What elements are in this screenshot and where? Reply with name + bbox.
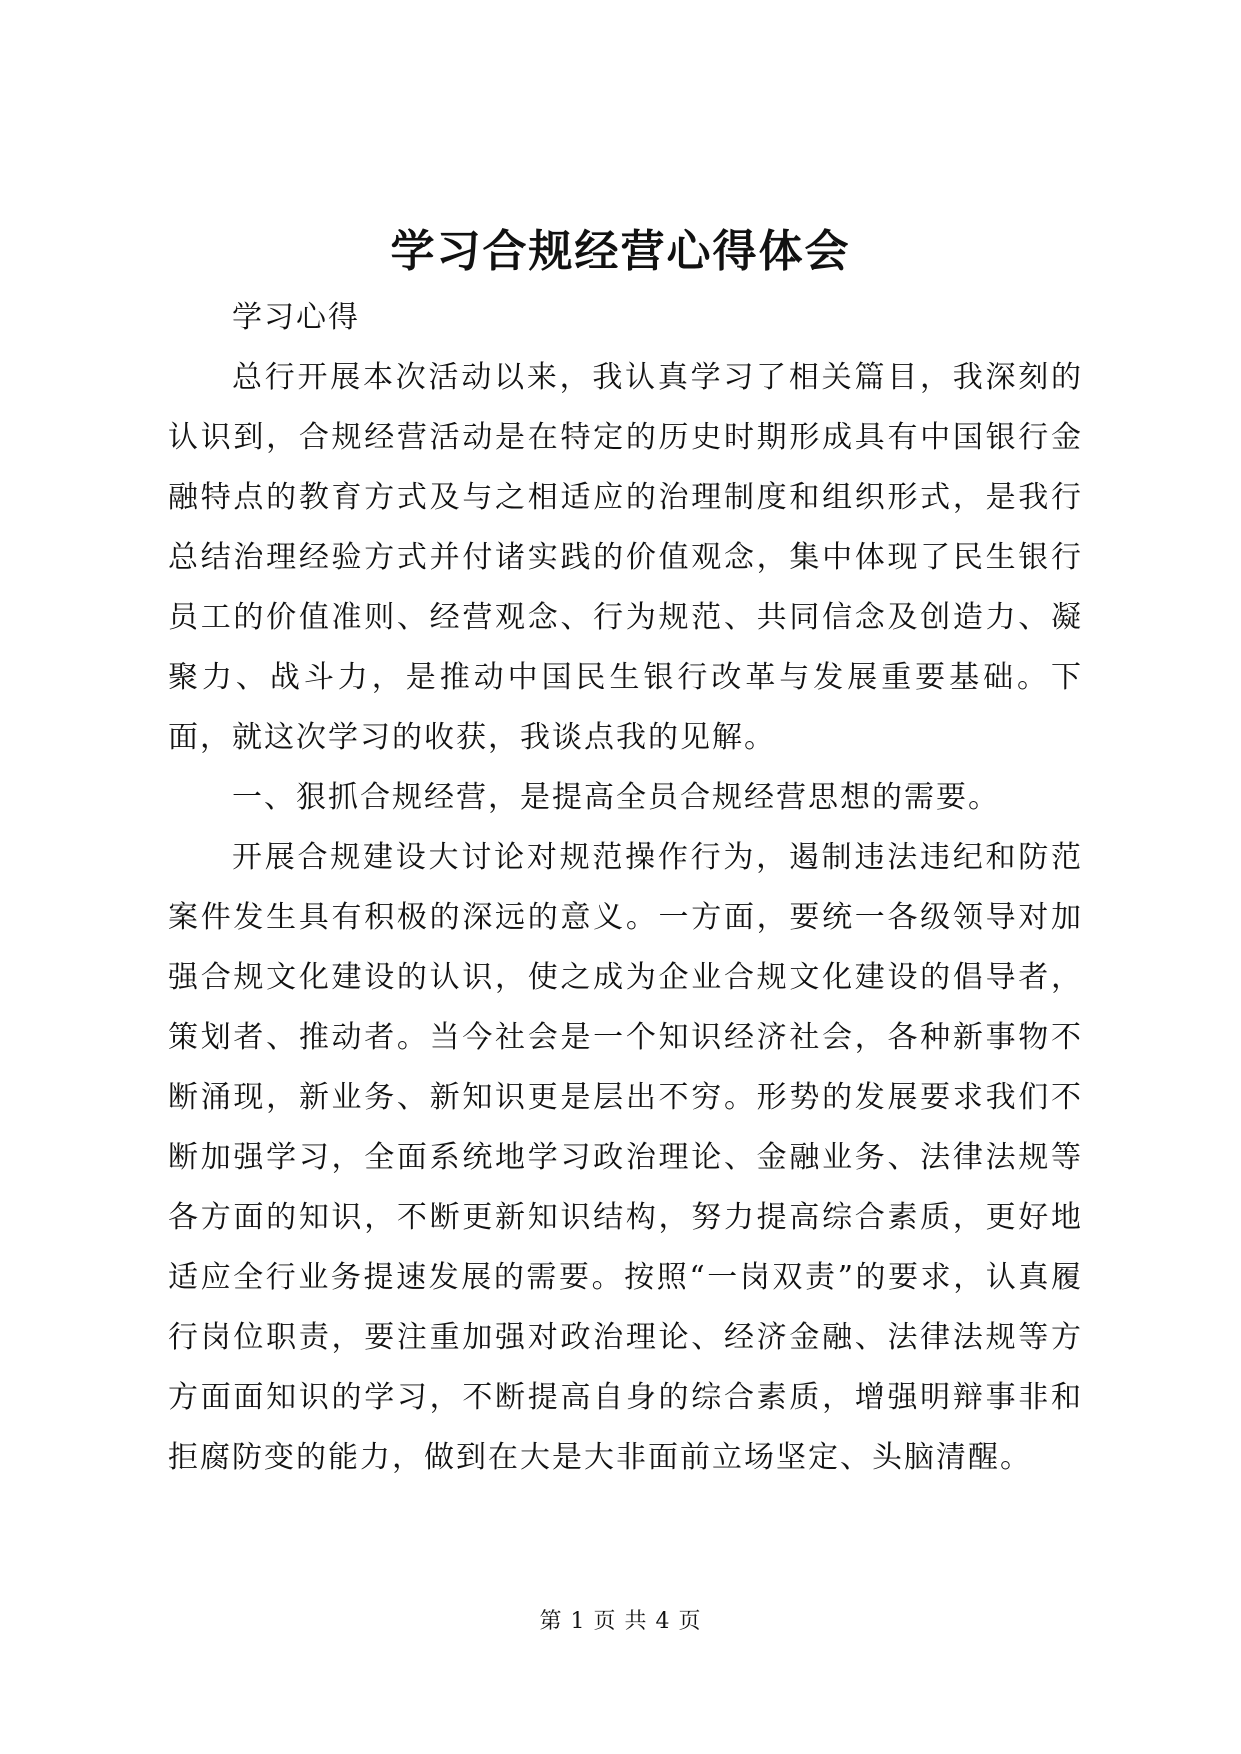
document-body [168,288,1083,1488]
paragraph-section-one-heading: 一、狠抓合规经营，是提高全员合规经营思想的需要。 [232,780,1000,815]
paragraph-intro: 总行开展本次活动以来，我认真学习了相关篇目，我深刻的认识到，合规经营活动是在特定的历史时期形成具有中国银行金融特点的教育方式及与之相适应的治理制度和组织形式，是我行总结治理经验方式并付诸实践的价值观念，集中体现了民生银行员工的价值准则、经营观念、行为规范、共同信念及创造力、凝聚力、战斗力，是推动中国民生银行改革与发展重要基础。下面，就这次学习的收获，我谈点我的见解。 [168,360,1083,755]
paragraph-heading-study-notes: 学习心得 [232,300,360,335]
page-number-footer: 第 1 页 共 4 页 [539,1609,702,1634]
document-title: 学习合规经营心得体会 [390,226,851,277]
paragraph-section-one-body: 开展合规建设大讨论对规范操作行为，遏制违法违纪和防范案件发生具有积极的深远的意义。一方面，要统一各级领导对加强合规文化建设的认识，使之成为企业合规文化建设的倡导者，策划者、推动者。当今社会是一个知识经济社会，各种新事物不断涌现，新业务、新知识更是层出不穷。形势的发展要求我们不断加强学习，全面系统地学习政治理论、金融业务、法律法规等各方面的知识，不断更新知识结构，努力提高综合素质，更好地适应全行业务提速发展的需要。按照“一岗双责”的要求，认真履行岗位职责，要注重加强对政治理论、经济金融、法律法规等方方面面知识的学习，不断提高自身的综合素质，增强明辩事非和拒腐防变的能力，做到在大是大非面前立场坚定、头脑清醒。 [168,840,1083,1475]
